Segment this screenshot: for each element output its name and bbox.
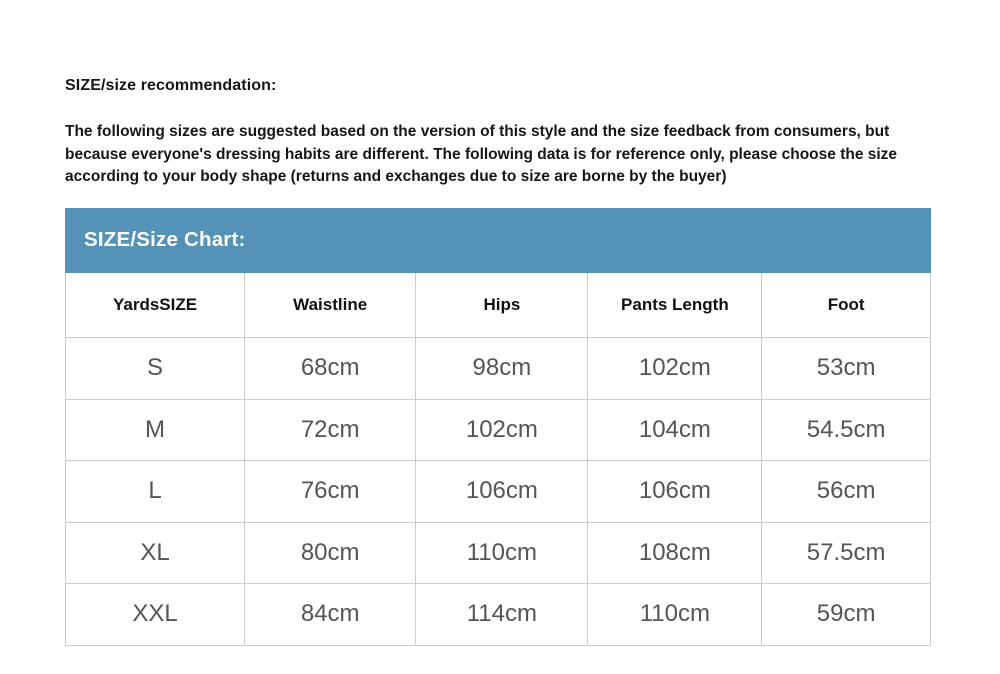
cell-size: L (66, 461, 245, 523)
table-row (66, 338, 931, 400)
cell-hips: 98cm (416, 338, 588, 400)
size-chart-section (65, 208, 931, 646)
size-chart-banner (65, 208, 931, 273)
cell-hips: 110cm (416, 522, 588, 584)
size-recommendation-text: The following sizes are suggested based on the version of this style and the size feedback from consumers, but because everyone's dressing habits are different. The following data is for reference only, please choose the size according to your body shape (returns and exchanges due to size are borne by the buyer) (65, 123, 898, 185)
cell-pants-length: 106cm (588, 461, 762, 523)
cell-waistline: 72cm (245, 399, 416, 461)
size-chart-table (65, 273, 931, 646)
cell-size: XXL (66, 584, 245, 646)
cell-foot: 59cm (762, 584, 931, 646)
cell-waistline: 80cm (245, 522, 416, 584)
cell-foot: 53cm (762, 338, 931, 400)
cell-waistline: 76cm (245, 461, 416, 523)
column-header-hips: Hips (416, 273, 588, 338)
column-header-waistline: Waistline (245, 273, 416, 338)
cell-size: XL (66, 522, 245, 584)
cell-pants-length: 108cm (588, 522, 762, 584)
size-recommendation-heading: SIZE/size recommendation: (65, 77, 277, 94)
cell-hips: 106cm (416, 461, 588, 523)
cell-foot: 57.5cm (762, 522, 931, 584)
size-chart-title: SIZE/Size Chart: (84, 228, 246, 251)
cell-foot: 56cm (762, 461, 931, 523)
table-row (66, 522, 931, 584)
column-header-pants-length: Pants Length (588, 273, 762, 338)
cell-size: S (66, 338, 245, 400)
cell-foot: 54.5cm (762, 399, 931, 461)
cell-waistline: 84cm (245, 584, 416, 646)
table-row (66, 584, 931, 646)
column-header-foot: Foot (762, 273, 931, 338)
table-row (66, 399, 931, 461)
table-row (66, 461, 931, 523)
cell-waistline: 68cm (245, 338, 416, 400)
cell-pants-length: 104cm (588, 399, 762, 461)
cell-pants-length: 102cm (588, 338, 762, 400)
cell-hips: 102cm (416, 399, 588, 461)
cell-pants-length: 110cm (588, 584, 762, 646)
cell-hips: 114cm (416, 584, 588, 646)
cell-size: M (66, 399, 245, 461)
table-header-row (66, 273, 931, 338)
column-header-yardssize: YardsSIZE (66, 273, 245, 338)
